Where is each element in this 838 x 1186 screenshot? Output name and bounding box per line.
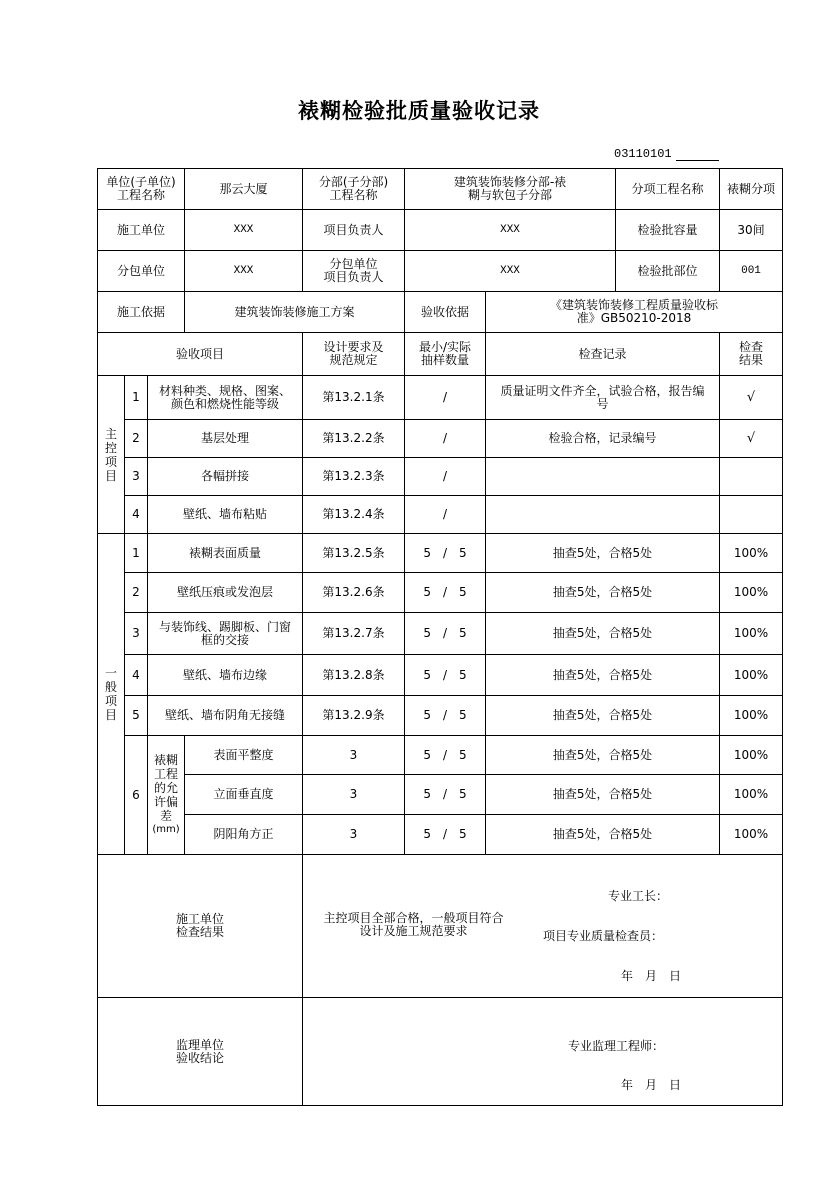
tolerance-no: 6	[125, 736, 148, 855]
column-header-record: 检查记录	[486, 333, 720, 376]
contractor-label: 施工单位	[98, 210, 185, 251]
general-row-4-clause: 第13.2.8条	[303, 655, 405, 696]
tolerance-row-2-record: 抽查5处，合格5处	[486, 775, 720, 815]
general-row-3-min: 5	[423, 626, 431, 640]
batch-capacity-label: 检验批容量	[616, 210, 720, 251]
code-underline	[676, 160, 719, 161]
acceptance-basis-value: 《建筑装饰装修工程质量验收标 准》GB50210-2018	[486, 292, 783, 333]
tolerance-row-3-sample: 5 / 5	[405, 815, 486, 855]
tolerance-row-1-min: 5	[423, 747, 431, 762]
general-row-3-no: 3	[125, 613, 148, 655]
tolerance-row-3-result: 100%	[720, 815, 783, 855]
main-row-4-name: 壁纸、墙布粘贴	[148, 496, 303, 534]
tolerance-label-line-4: 许偏	[153, 795, 178, 809]
main-row-2-result: √	[720, 420, 783, 458]
unit-project-label: 单位(子单位) 工程名称	[98, 169, 185, 210]
main-row-1-result: √	[720, 376, 783, 420]
unit-project-value: 那云大厦	[185, 169, 303, 210]
main-row-3-result	[720, 458, 783, 496]
tolerance-row-3-min: 5	[423, 827, 431, 841]
division-value: 建筑装饰装修分部-裱 糊与软包子分部	[405, 169, 616, 210]
general-label	[98, 534, 125, 855]
general-row-1-name: 裱糊表面质量	[148, 534, 303, 573]
general-row-3-result: 100%	[720, 613, 783, 655]
tolerance-row-3-actual: 5	[459, 827, 467, 841]
main-row-4-record	[486, 496, 720, 534]
sub-manager-value: XXX	[405, 251, 616, 292]
tolerance-row-1-result: 100%	[720, 736, 783, 775]
contractor-check-area	[303, 855, 783, 998]
general-row-5-sample: 5 / 5	[405, 696, 486, 736]
general-row-1-min: 5	[423, 545, 431, 560]
general-row-1-actual: 5	[459, 545, 467, 560]
tolerance-row-2-min: 5	[423, 787, 431, 801]
contractor-date-label: 年 月 日	[621, 968, 682, 983]
tolerance-label-line-3: 的允	[153, 781, 178, 795]
general-row-4-min: 5	[423, 667, 431, 682]
general-row-1-record: 抽查5处，合格5处	[486, 534, 720, 573]
division-label: 分部(子分部) 工程名称	[303, 169, 405, 210]
tolerance-row-1-actual: 5	[459, 747, 467, 762]
tolerance-row-1-record: 抽查5处，合格5处	[486, 736, 720, 775]
general-row-5-result: 100%	[720, 696, 783, 736]
document-code: 03110101	[614, 147, 672, 161]
subitem-label: 分项工程名称	[616, 169, 720, 210]
contractor-value: XXX	[185, 210, 303, 251]
inspection-record-table	[97, 168, 783, 1106]
general-row-1-clause: 第13.2.5条	[303, 534, 405, 573]
batch-location-value: 001	[720, 251, 783, 292]
tolerance-row-1-sample: 5 / 5	[405, 736, 486, 775]
sub-manager-label: 分包单位 项目负责人	[303, 251, 405, 292]
main-row-3-clause: 第13.2.3条	[303, 458, 405, 496]
page-title: 裱糊检验批质量验收记录	[298, 98, 540, 123]
general-row-4-sample: 5 / 5	[405, 655, 486, 696]
main-row-3-no: 3	[125, 458, 148, 496]
general-row-2-sample: 5 / 5	[405, 573, 486, 613]
construction-basis-label: 施工依据	[98, 292, 185, 333]
main-row-1-name: 材料种类、规格、图案、 颜色和燃烧性能等级	[148, 376, 303, 420]
tolerance-row-2-value: 3	[303, 775, 405, 815]
main-row-3-name: 各幅拼接	[148, 458, 303, 496]
general-row-2-clause: 第13.2.6条	[303, 573, 405, 613]
general-row-3-sample: 5 / 5	[405, 613, 486, 655]
tolerance-row-2-sample: 5 / 5	[405, 775, 486, 815]
general-row-5-name: 壁纸、墙布阴角无接缝	[148, 696, 303, 736]
general-row-3-name: 与装饰线、踢脚板、门窗 框的交接	[148, 613, 303, 655]
tolerance-row-2-result: 100%	[720, 775, 783, 815]
supervising-engineer-label: 专业监理工程师：	[568, 1038, 665, 1053]
supervisor-check-label: 监理单位 验收结论	[98, 998, 303, 1106]
construction-basis-value: 建筑装饰装修施工方案	[185, 292, 405, 333]
main-row-4-sample: /	[405, 496, 486, 534]
tolerance-row-3-value: 3	[303, 815, 405, 855]
foreman-label: 专业工长：	[608, 888, 669, 903]
general-row-4-record: 抽查5处，合格5处	[486, 655, 720, 696]
main-row-4-no: 4	[125, 496, 148, 534]
general-row-2-min: 5	[423, 585, 431, 599]
main-control-label	[98, 376, 125, 534]
general-row-4-result: 100%	[720, 655, 783, 696]
contractor-conclusion: 主控项目全部合格，一般项目符合 设计及施工规范要求	[323, 910, 504, 938]
tolerance-label-line-6: (mm)	[152, 824, 180, 835]
subitem-value: 裱糊分项	[720, 169, 783, 210]
supervisor-date-label: 年 月 日	[621, 1077, 682, 1092]
tolerance-row-1-value: 3	[303, 736, 405, 775]
main-row-2-name: 基层处理	[148, 420, 303, 458]
subcontractor-value: XXX	[185, 251, 303, 292]
general-row-3-record: 抽查5处，合格5处	[486, 613, 720, 655]
general-row-2-record: 抽查5处，合格5处	[486, 573, 720, 613]
batch-capacity-value: 30间	[720, 210, 783, 251]
main-row-3-record	[486, 458, 720, 496]
general-row-4-no: 4	[125, 655, 148, 696]
column-header-design: 设计要求及 规范规定	[303, 333, 405, 376]
tolerance-label-line-2: 工程	[153, 767, 178, 781]
column-header-result: 检查 结果	[720, 333, 783, 376]
main-row-4-result	[720, 496, 783, 534]
general-row-5-actual: 5	[459, 708, 467, 722]
general-row-2-result: 100%	[720, 573, 783, 613]
tolerance-row-3-record: 抽查5处，合格5处	[486, 815, 720, 855]
tolerance-label	[148, 736, 185, 855]
general-row-1-result: 100%	[720, 534, 783, 573]
column-header-sample: 最小/实际 抽样数量	[405, 333, 486, 376]
tolerance-label-line-5: 差	[159, 809, 172, 823]
main-row-1-sample: /	[405, 376, 486, 420]
main-row-1-record: 质量证明文件齐全，试验合格，报告编 号	[486, 376, 720, 420]
general-row-1-sample: 5 / 5	[405, 534, 486, 573]
general-row-5-min: 5	[423, 708, 431, 722]
tolerance-row-2-name: 立面垂直度	[185, 775, 303, 815]
general-row-2-name: 壁纸压痕或发泡层	[148, 573, 303, 613]
general-row-3-actual: 5	[459, 626, 467, 640]
project-manager-label: 项目负责人	[303, 210, 405, 251]
column-header-item: 验收项目	[98, 333, 303, 376]
subcontractor-label: 分包单位	[98, 251, 185, 292]
main-row-1-clause: 第13.2.1条	[303, 376, 405, 420]
main-row-2-clause: 第13.2.2条	[303, 420, 405, 458]
general-row-1-no: 1	[125, 534, 148, 573]
general-label-text: 一般项目	[104, 666, 117, 722]
main-row-3-sample: /	[405, 458, 486, 496]
general-row-5-clause: 第13.2.9条	[303, 696, 405, 736]
project-manager-value: XXX	[405, 210, 616, 251]
general-row-4-actual: 5	[459, 667, 467, 682]
tolerance-row-1-name: 表面平整度	[185, 736, 303, 775]
general-row-5-no: 5	[125, 696, 148, 736]
main-row-2-no: 2	[125, 420, 148, 458]
main-row-4-clause: 第13.2.4条	[303, 496, 405, 534]
tolerance-label-line-1: 裱糊	[153, 753, 178, 767]
main-row-2-sample: /	[405, 420, 486, 458]
batch-location-label: 检验批部位	[616, 251, 720, 292]
general-row-5-record: 抽查5处，合格5处	[486, 696, 720, 736]
tolerance-row-3-name: 阴阳角方正	[185, 815, 303, 855]
contractor-check-label: 施工单位 检查结果	[98, 855, 303, 998]
supervisor-check-area	[303, 998, 783, 1106]
general-row-2-actual: 5	[459, 585, 467, 599]
general-row-2-no: 2	[125, 573, 148, 613]
main-row-1-no: 1	[125, 376, 148, 420]
general-row-4-name: 壁纸、墙布边缘	[148, 655, 303, 696]
main-control-label-text: 主控项目	[104, 426, 117, 483]
acceptance-basis-label: 验收依据	[405, 292, 486, 333]
main-row-2-record: 检验合格，记录编号	[486, 420, 720, 458]
tolerance-row-2-actual: 5	[459, 787, 467, 801]
general-row-3-clause: 第13.2.7条	[303, 613, 405, 655]
quality-inspector-label: 项目专业质量检查员：	[543, 928, 664, 943]
